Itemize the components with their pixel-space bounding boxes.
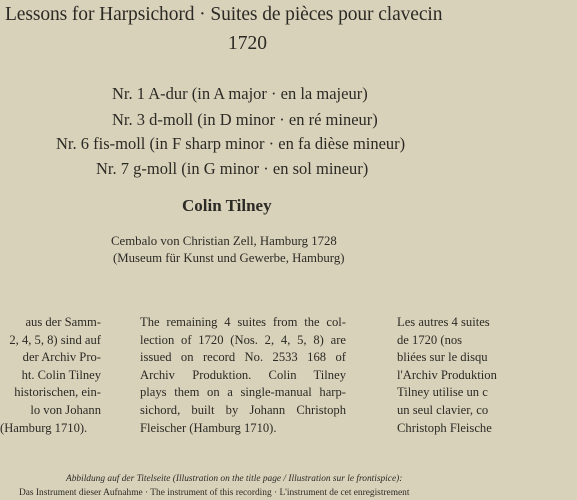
illustration-caption: Abbildung auf der Titelseite (Illustration on the title page / Illustration sur le frontispice): — [66, 474, 403, 484]
text-line: sichord, built by Johann Christoph — [140, 402, 346, 417]
text-line: plays them on a single-manual harp- — [140, 385, 346, 400]
text-line: de 1720 (nos — [397, 332, 463, 347]
text-line: Archiv Produktion. Colin Tilney — [140, 367, 346, 382]
notes-german — [0, 314, 101, 435]
text-line: lo von Johann — [30, 402, 101, 417]
notes-french — [397, 314, 500, 435]
text-line: aus der Samm- — [25, 315, 101, 329]
text-line: (Hamburg 1710). — [0, 420, 88, 435]
text-line: l'Archiv Produktion — [397, 367, 497, 382]
text-line: Christoph Fleische — [397, 420, 492, 435]
text-line: historischen, ein- — [14, 385, 101, 400]
page-title: Lessons for Harpsichord · Suites de pièces pour clavecin — [5, 4, 443, 25]
text-line: bliées sur le disqu — [397, 350, 488, 365]
instrument-caption: Das Instrument dieser Aufnahme · The instrument of this recording · L'instrument de cet enregistrement — [19, 488, 410, 498]
work-item: Nr. 6 fis-moll (in F sharp minor · en fa dièse mineur) — [56, 134, 406, 153]
performer-name: Colin Tilney — [182, 196, 272, 215]
text-line: der Archiv Pro- — [22, 350, 101, 365]
work-item: Nr. 7 g-moll (in G minor · en sol mineur) — [96, 159, 369, 178]
text-line: 2, 4, 5, 8) sind auf — [9, 332, 101, 347]
text-line: un seul clavier, co — [397, 402, 489, 417]
text-line: Fleischer (Hamburg 1710). — [140, 420, 277, 435]
work-item: Nr. 3 d-moll (in D minor · en ré mineur) — [112, 110, 378, 129]
text-line: The remaining 4 suites from the col- — [140, 315, 346, 329]
text-line: ht. Colin Tilney — [21, 367, 101, 382]
instrument-line: Cembalo von Christian Zell, Hamburg 1728 — [111, 234, 337, 248]
text-line: issued on record No. 2533 168 of — [140, 350, 346, 365]
text-line: Les autres 4 suites — [397, 315, 490, 329]
year-heading: 1720 — [228, 33, 267, 54]
text-line: lection of 1720 (Nos. 2, 4, 5, 8) are — [140, 332, 346, 347]
text-line: Tilney utilise un c — [397, 385, 488, 400]
notes-english — [140, 314, 346, 437]
instrument-museum: (Museum für Kunst und Gewerbe, Hamburg) — [113, 251, 345, 265]
work-item: Nr. 1 A-dur (in A major · en la majeur) — [112, 84, 368, 103]
